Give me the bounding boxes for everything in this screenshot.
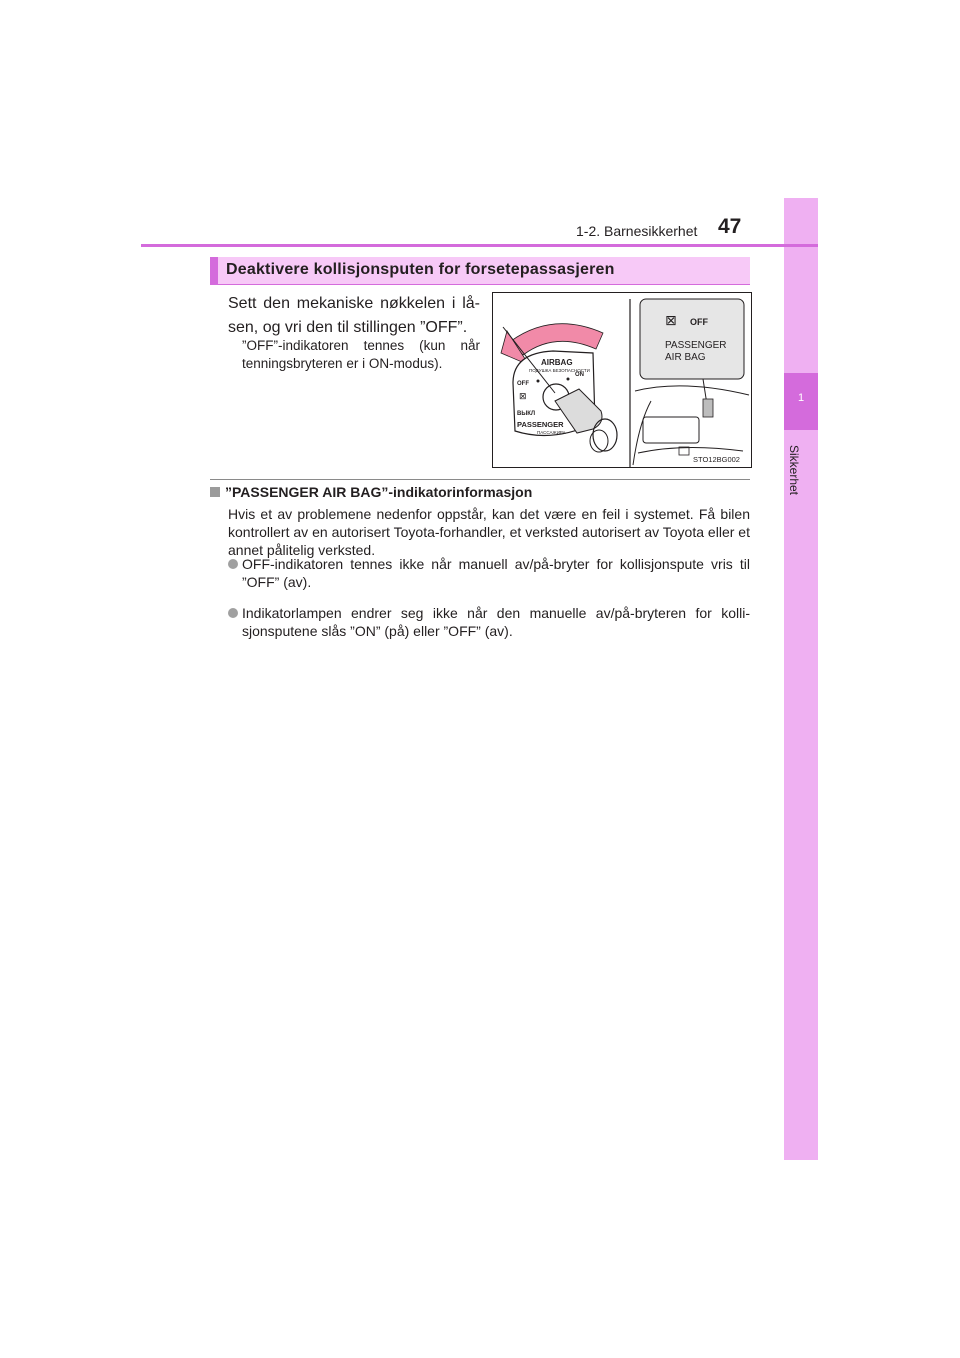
dashboard-vent	[638, 447, 743, 453]
hazard-button	[679, 447, 689, 455]
chapter-number: 1	[797, 392, 805, 404]
header-rule	[141, 244, 818, 247]
page-number: 47	[718, 215, 742, 238]
switch-airbag-label: AIRBAG	[541, 358, 573, 367]
switch-off-dot	[537, 380, 540, 383]
dashboard-outline	[635, 386, 749, 395]
figure-code: STO12BG002	[693, 455, 740, 464]
bullet-item: Indikatorlampen endrer seg ikke når den manuelle av/på-bryteren for kolli-sjonsputene slås ”ON” (på) eller ”OFF” (av).	[242, 605, 750, 639]
dashboard-indicator-spot	[703, 399, 713, 417]
step-note: ”OFF”-indikatoren tennes (kun når tenningsbryteren er i ON-modus).	[242, 338, 480, 371]
switch-on-dot	[567, 378, 570, 381]
switch-on-label: ON	[575, 372, 584, 378]
heading-underline	[210, 284, 750, 285]
airbag-switch-illustration	[492, 292, 752, 468]
indicator-off-label: OFF	[690, 317, 708, 327]
switch-vykl-label: ВЫКЛ	[517, 411, 536, 417]
bullet-item: OFF-indikatoren tennes ikke når manuell av/på-bryter for kollisjonspute vris til ”OFF” (av).	[242, 556, 750, 590]
step-instruction: Sett den mekaniske nøkkelen i lå-sen, og vri den til stillingen ”OFF”.	[228, 295, 480, 336]
passenger-airbag-indicator	[640, 299, 744, 379]
key-ring-icon	[593, 419, 617, 451]
bullet-dot	[228, 608, 238, 618]
turn-arrow-icon	[511, 324, 603, 355]
section-divider	[210, 479, 750, 480]
airbag-seat-icon: ⊠	[665, 313, 677, 329]
illustration-svg	[493, 293, 751, 467]
indicator-line1: PASSENGER	[665, 340, 727, 351]
subsection-heading: ”PASSENGER AIR BAG”-indikatorinformasjon	[225, 484, 533, 500]
indicator-line2: AIR BAG	[665, 352, 706, 363]
section-label: 1-2. Barnesikkerhet	[576, 223, 698, 239]
switch-passenger-cyr-label: ПАССАЖИРА	[537, 430, 566, 435]
chapter-tab-strip	[784, 198, 818, 1160]
bullet-dot	[228, 559, 238, 569]
info-paragraph: Hvis et av problemene nedenfor oppstår, kan det være en feil i systemet. Få bilen kontrollert av en autorisert Toyota-forhandler, et verksted autorisert av Toyota eller et annet pålitelig verksted.	[228, 506, 750, 558]
section-heading: Deaktivere kollisjonsputen for forsetepassasjeren	[226, 261, 615, 278]
switch-cyrillic-label: ПОДУШКА БЕЗОПАСНОСТИ	[529, 368, 590, 373]
chapter-title: Sikkerhet	[787, 444, 801, 496]
dashboard-screen	[643, 417, 699, 443]
subsection-marker	[210, 487, 220, 497]
heading-accent	[210, 257, 218, 284]
switch-passenger-label: PASSENGER	[517, 420, 564, 429]
switch-off-label: OFF	[517, 381, 529, 387]
seat-airbag-icon: ⊠	[519, 392, 527, 402]
